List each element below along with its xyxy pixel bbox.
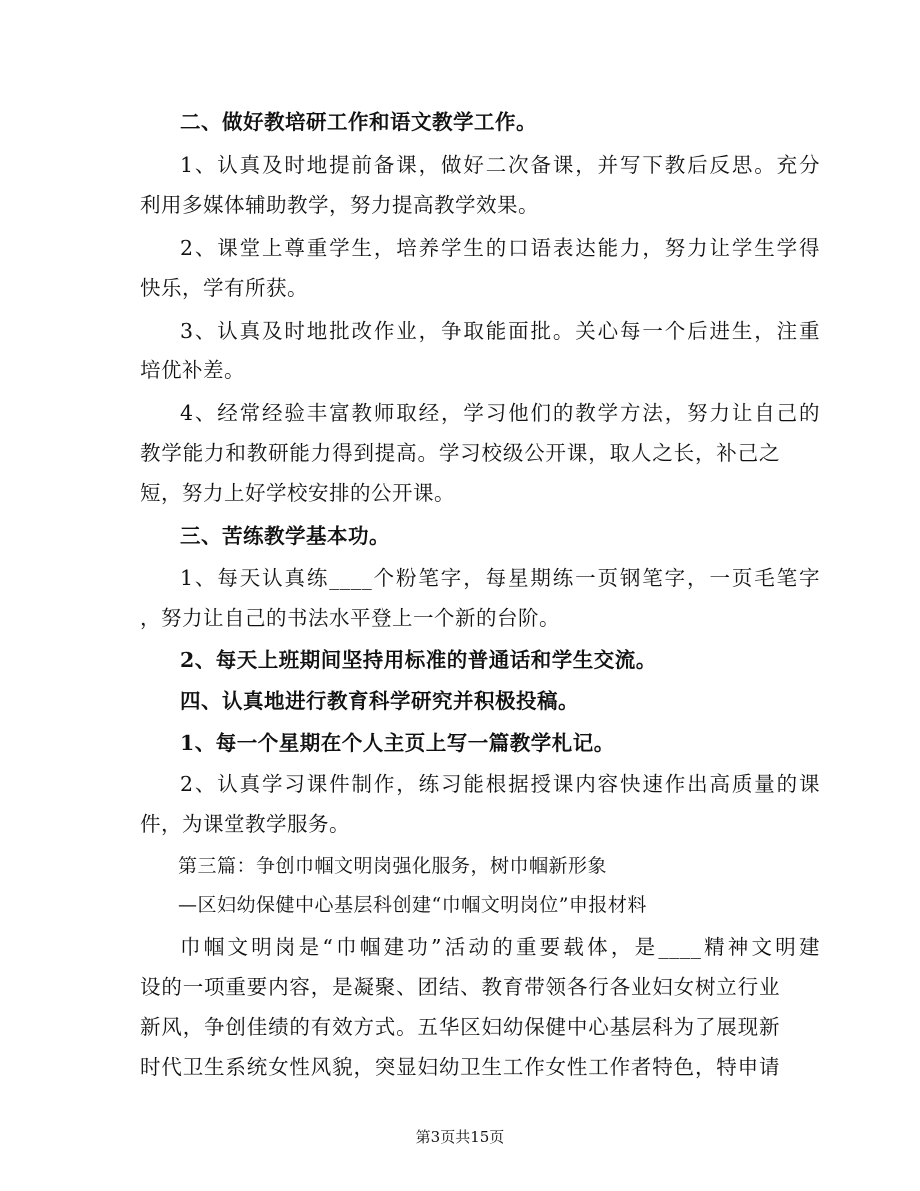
- paragraph-line: 新风，争创佳绩的有效方式。五华区妇幼保健中心基层科为了展现新: [140, 1015, 780, 1039]
- paragraph-line: 培优补差。: [140, 358, 245, 382]
- paragraph-line: 4、经常经验丰富教师取经，学习他们的教学方法，努力让自己的: [180, 401, 820, 425]
- paragraph-line: 教学能力和教研能力得到提高。学习校级公开课，取人之长，补己之: [140, 441, 780, 465]
- paragraph-line: 3、认真及时地批改作业，争取能面批。关心每一个后进生，注重: [180, 319, 820, 343]
- paragraph-line: 巾帼文明岗是“巾帼建功”活动的重要载体，是____精神文明建: [180, 935, 820, 959]
- paragraph-line: 设的一项重要内容，是凝聚、团结、教育带领各行各业妇女树立行业: [140, 975, 780, 999]
- paragraph-line: 2、课堂上尊重学生，培养学生的口语表达能力，努力让学生学得: [180, 236, 820, 260]
- paragraph-line: 短，努力上好学校安排的公开课。: [140, 481, 455, 505]
- section-heading-4: 四、认真地进行教育科学研究并积极投稿。: [180, 689, 579, 713]
- chapter-subtitle: —区妇幼保健中心基层科创建“巾帼文明岗位”申报材料: [178, 894, 647, 916]
- page-number-footer: 第3页共15页: [415, 1128, 505, 1146]
- chapter-title: 第三篇：争创巾帼文明岗强化服务，树巾帼新形象: [178, 855, 608, 877]
- section-heading-2: 二、做好教培研工作和语文教学工作。: [180, 110, 537, 134]
- paragraph-line-bold: 2、每天上班期间坚持用标准的普通话和学生交流。: [180, 648, 657, 672]
- paragraph-line: ，努力让自己的书法水平登上一个新的台阶。: [140, 606, 560, 630]
- paragraph-line: 利用多媒体辅助教学，努力提高教学效果。: [140, 193, 539, 217]
- paragraph-line: 件，为课堂教学服务。: [140, 812, 350, 836]
- paragraph-line: 2、认真学习课件制作，练习能根据授课内容快速作出高质量的课: [180, 772, 820, 796]
- paragraph-line: 1、每天认真练____个粉笔字，每星期练一页钢笔字，一页毛笔字: [180, 566, 820, 590]
- paragraph-line: 1、认真及时地提前备课，做好二次备课，并写下教后反思。充分: [180, 153, 820, 177]
- paragraph-line-bold: 1、每一个星期在个人主页上写一篇教学札记。: [180, 731, 615, 755]
- paragraph-line: 快乐，学有所获。: [140, 276, 308, 300]
- paragraph-line: 时代卫生系统女性风貌，突显妇幼卫生工作女性工作者特色，特申请: [140, 1055, 780, 1079]
- section-heading-3: 三、苦练教学基本功。: [180, 524, 390, 548]
